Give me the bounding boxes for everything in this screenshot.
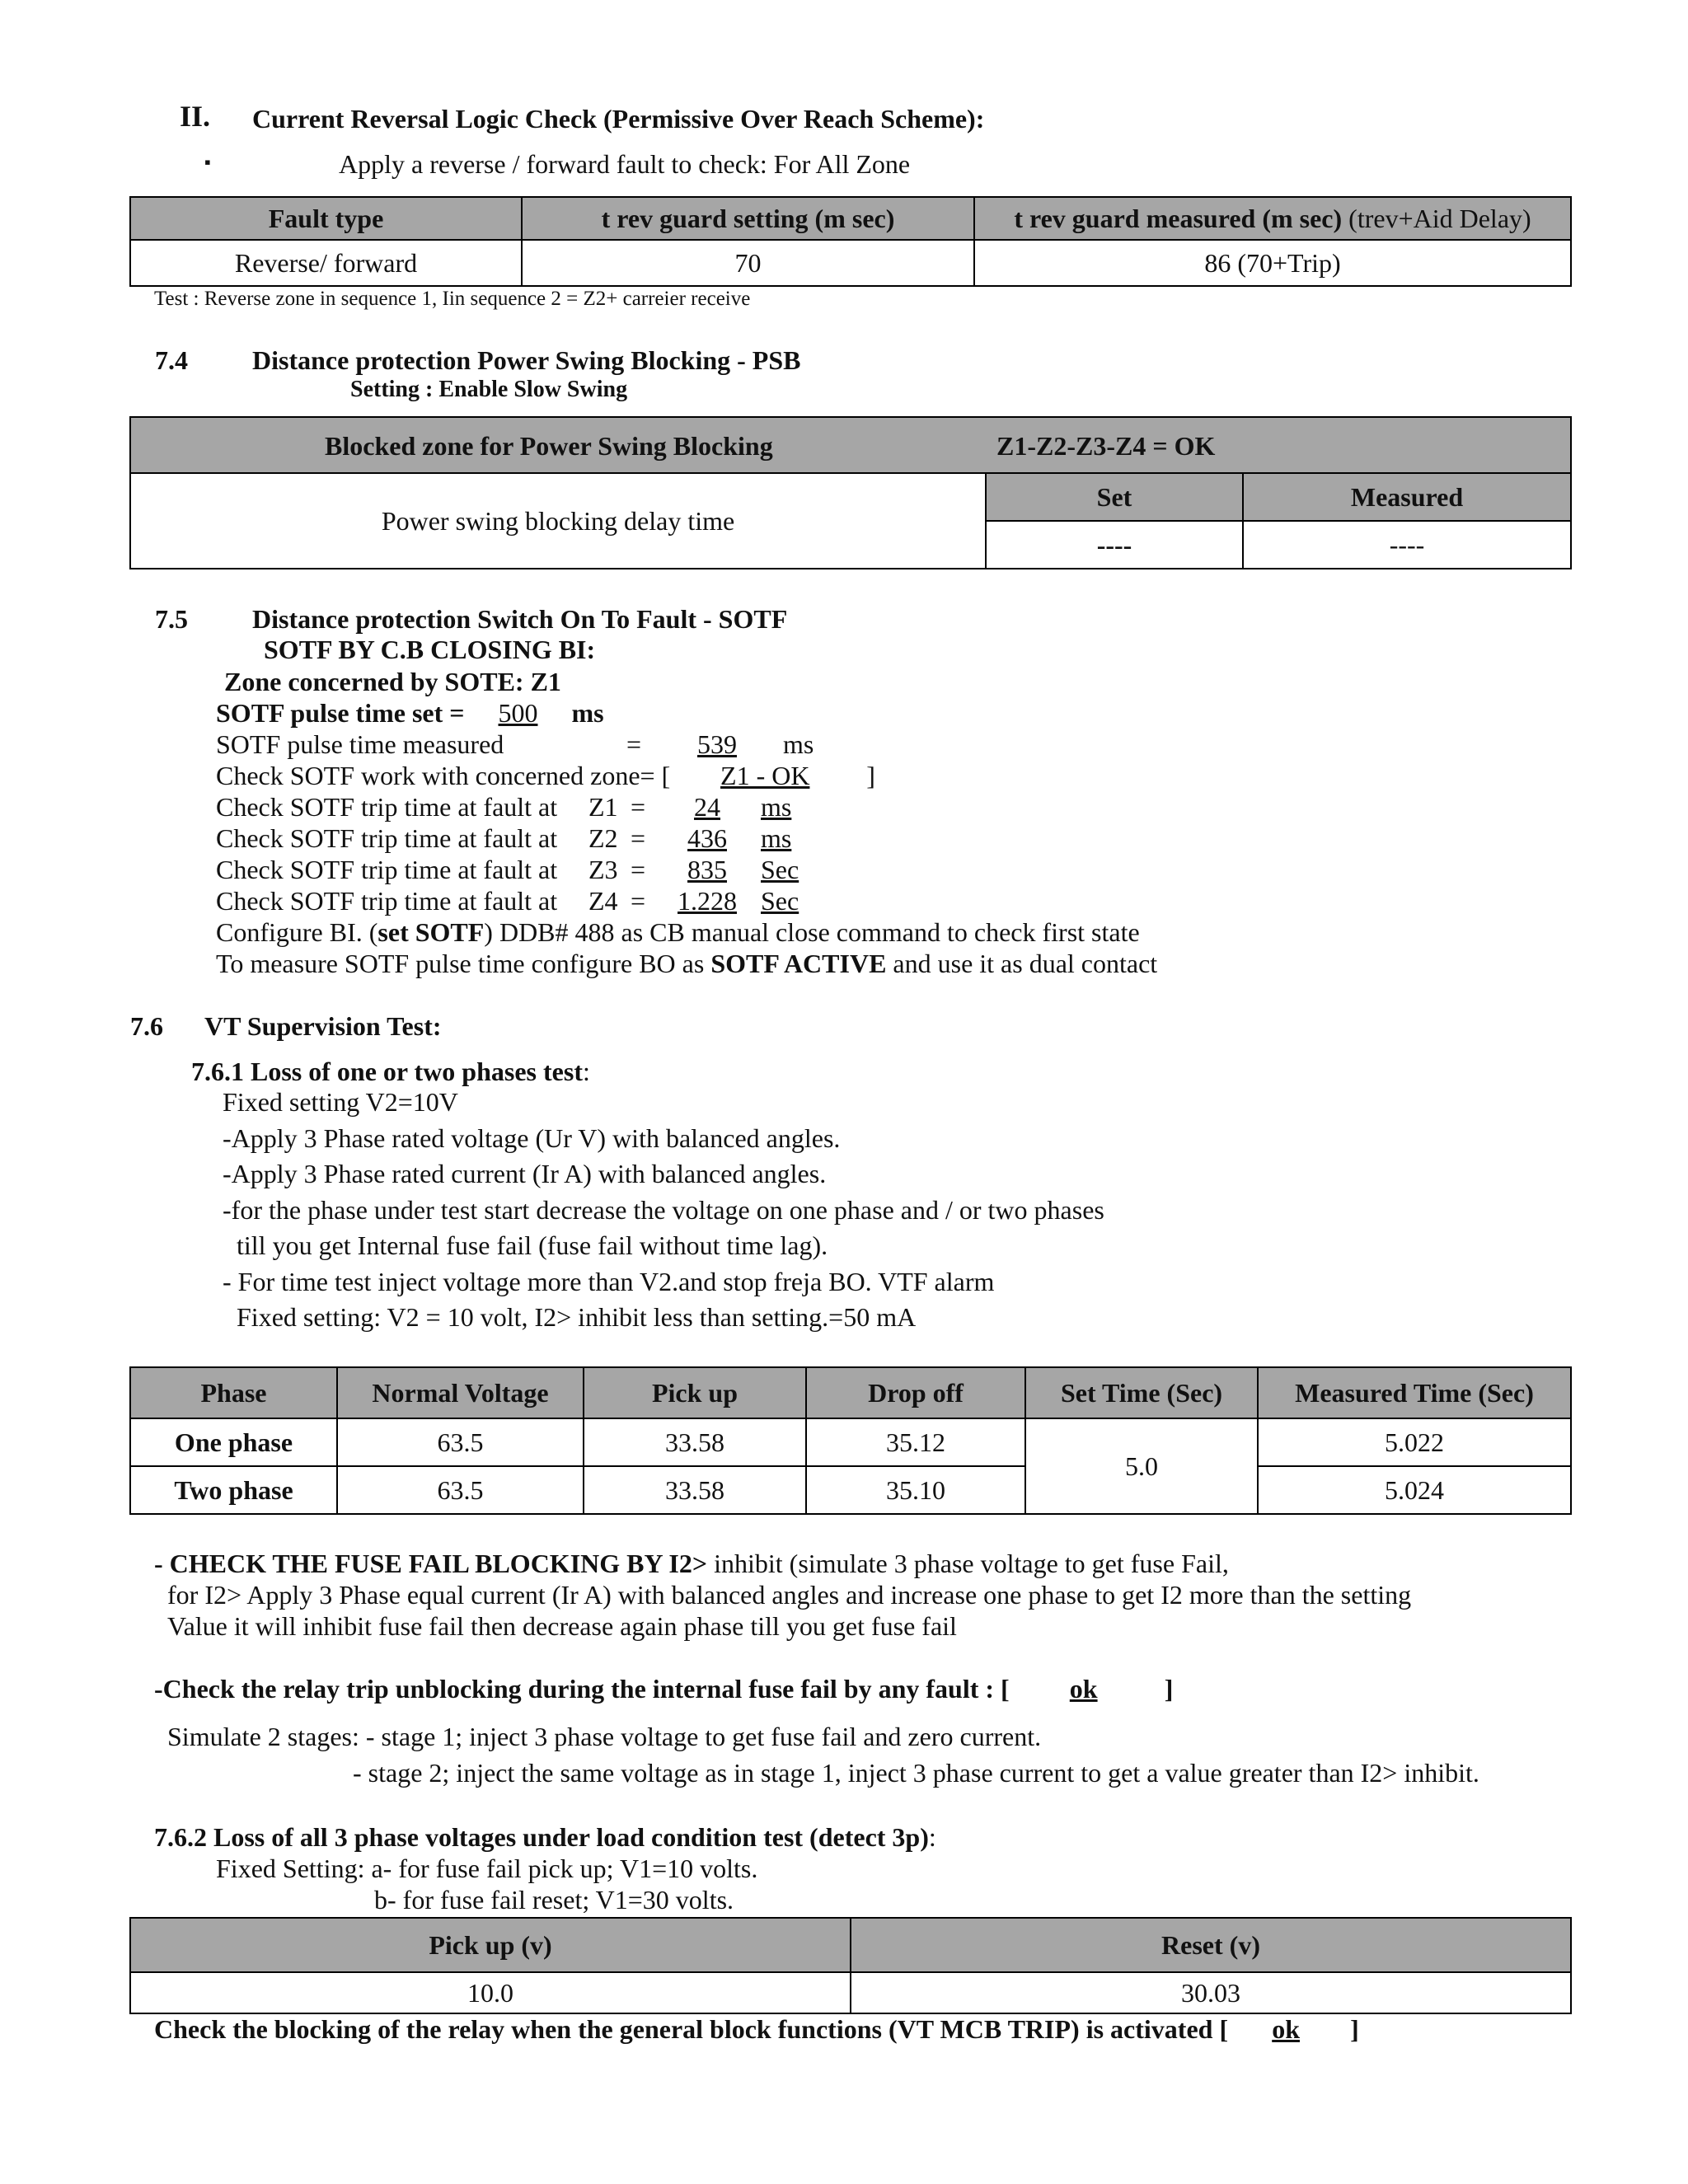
trip-time-value: 24 ms	[694, 792, 792, 822]
instruction-line: -Apply 3 Phase rated current (Ir A) with balanced angles.	[223, 1159, 827, 1188]
sotf-work-line: Check SOTF work with concerned zone= [ Z1 - OK ]	[216, 761, 875, 790]
pulse-measured-eq: =	[626, 729, 642, 759]
trip-time-label: Check SOTF trip time at fault at	[216, 855, 558, 884]
header-drop-off: Drop off	[806, 1367, 1025, 1418]
trip-time-eq: =	[631, 823, 646, 853]
cell-normal-voltage: 63.5	[337, 1418, 584, 1466]
vt-supervision-table	[129, 1366, 1572, 1515]
cell-guard-measured: 86 (70+Trip)	[974, 240, 1571, 286]
section-number: 7.6	[130, 1011, 163, 1041]
header-measured-time: Measured Time (Sec)	[1258, 1367, 1571, 1418]
trip-time-zone: Z3	[588, 855, 618, 884]
trip-time-zone: Z1	[588, 792, 618, 822]
sotf-subtitle: SOTF BY C.B CLOSING BI:	[264, 635, 596, 664]
configure-bi-line: Configure BI. (set SOTF) DDB# 488 as CB manual close command to check first state	[216, 917, 1140, 947]
fuse-fail-check-line: for I2> Apply 3 Phase equal current (Ir A) with balanced angles and increase one phase to get I2 more than the setting	[167, 1580, 1412, 1610]
instruction-line: - For time test inject voltage more than V2.and stop freja BO. VTF alarm	[223, 1267, 995, 1296]
cell-set-time: 5.0	[1025, 1418, 1258, 1514]
trip-time-value: 835 Sec	[687, 855, 799, 884]
section-number: II.	[180, 100, 211, 133]
cell-drop-off: 35.12	[806, 1418, 1025, 1466]
pulse-measured-label: SOTF pulse time measured	[216, 729, 504, 759]
setting-note: Setting : Enable Slow Swing	[350, 377, 628, 402]
subsection-762-title: 7.6.2 Loss of all 3 phase voltages under load condition test (detect 3p):	[154, 1822, 936, 1852]
pulse-set-line: SOTF pulse time set = 500 ms	[216, 698, 604, 728]
trip-time-eq: =	[631, 855, 646, 884]
instruction-line: -Apply 3 Phase rated voltage (Ur V) with balanced angles.	[223, 1123, 841, 1153]
section-number: 7.4	[155, 345, 188, 375]
simulate-line: - stage 2; inject the same voltage as in stage 1, inject 3 phase current to get a value greater than I2> inhibit.	[353, 1758, 1479, 1788]
cell-measured: ----	[1243, 521, 1571, 569]
zone-concerned: Zone concerned by SOTE: Z1	[224, 667, 561, 696]
header-set-time: Set Time (Sec)	[1025, 1367, 1258, 1418]
blocked-zone-value: Z1-Z2-Z3-Z4 = OK	[996, 431, 1216, 461]
section-number: 7.5	[155, 604, 188, 634]
trip-time-eq: =	[631, 792, 646, 822]
trip-time-label: Check SOTF trip time at fault at	[216, 886, 558, 916]
simulate-line: Simulate 2 stages: - stage 1; inject 3 phase voltage to get fuse fail and zero current.	[167, 1722, 1042, 1751]
subsection-761-title: 7.6.1 Loss of one or two phases test:	[191, 1057, 590, 1086]
general-block-check-line: Check the blocking of the relay when the general block functions (VT MCB TRIP) is activated [ ok ]	[154, 2014, 1359, 2044]
cell-phase: Two phase	[130, 1466, 337, 1514]
section-title: Current Reversal Logic Check (Permissive Over Reach Scheme):	[252, 104, 985, 134]
cell-measured-time: 5.024	[1258, 1466, 1571, 1514]
instruction-line: Fixed setting: V2 = 10 volt, I2> inhibit less than setting.=50 mA	[237, 1302, 917, 1332]
unblocking-value: ok	[1069, 1674, 1098, 1704]
section-title: Distance protection Power Swing Blocking - PSB	[252, 345, 801, 375]
cell-set: ----	[986, 521, 1243, 569]
fixed-setting-line: b- for fuse fail reset; V1=30 volts.	[374, 1885, 734, 1915]
header-pick-up: Pick up	[584, 1367, 806, 1418]
psb-delay-label: Power swing blocking delay time	[130, 473, 986, 569]
configure-bo-line: To measure SOTF pulse time configure BO as SOTF ACTIVE and use it as dual contact	[216, 949, 1158, 978]
bullet-icon: ▪	[204, 152, 211, 172]
reversal-table	[129, 196, 1572, 287]
fixed-setting-line: Fixed Setting: a- for fuse fail pick up; V1=10 volts.	[216, 1854, 758, 1883]
trip-time-zone: Z4	[588, 886, 618, 916]
blocked-zone-label: Blocked zone for Power Swing Blocking	[325, 431, 773, 461]
header-phase: Phase	[130, 1367, 337, 1418]
cell-reset-v: 30.03	[851, 1972, 1571, 2013]
header-fault-type: Fault type	[130, 197, 522, 240]
trip-time-zone: Z2	[588, 823, 618, 853]
header-guard-setting: t rev guard setting (m sec)	[522, 197, 974, 240]
trip-time-value: 436 ms	[687, 823, 792, 853]
cell-pick-up: 33.58	[584, 1418, 806, 1466]
cell-drop-off: 35.10	[806, 1466, 1025, 1514]
blocked-zone-row	[130, 417, 1571, 473]
pulse-set-value: 500	[498, 698, 538, 728]
pulse-measured-value: 539 ms	[697, 729, 814, 759]
cell-phase: One phase	[130, 1418, 337, 1466]
header-normal-voltage: Normal Voltage	[337, 1367, 584, 1418]
three-phase-loss-table	[129, 1917, 1572, 2014]
header-pick-up-v: Pick up (v)	[130, 1918, 851, 1972]
cell-guard-setting: 70	[522, 240, 974, 286]
trip-time-value: 1.228 Sec	[678, 886, 799, 916]
header-guard-measured: t rev guard measured (m sec) (trev+Aid Delay)	[974, 197, 1571, 240]
trip-time-eq: =	[631, 886, 646, 916]
general-block-value: ok	[1272, 2014, 1300, 2044]
section-title: VT Supervision Test:	[204, 1011, 442, 1041]
trip-time-label: Check SOTF trip time at fault at	[216, 792, 558, 822]
cell-normal-voltage: 63.5	[337, 1466, 584, 1514]
cell-pick-up-v: 10.0	[130, 1972, 851, 2013]
cell-pick-up: 33.58	[584, 1466, 806, 1514]
instruction-line: till you get Internal fuse fail (fuse fail without time lag).	[237, 1230, 828, 1260]
section-title: Distance protection Switch On To Fault - SOTF	[252, 604, 788, 634]
bullet-text: Apply a reverse / forward fault to check: For All Zone	[339, 149, 911, 179]
fuse-fail-check-line: - CHECK THE FUSE FAIL BLOCKING BY I2> inhibit (simulate 3 phase voltage to get fuse Fail,	[154, 1549, 1229, 1578]
header-measured: Measured	[1243, 473, 1571, 521]
instruction-line: -for the phase under test start decrease the voltage on one phase and / or two phases	[223, 1195, 1104, 1225]
unblocking-check-line: -Check the relay trip unblocking during the internal fuse fail by any fault : [ ok ]	[154, 1674, 1174, 1704]
fuse-fail-check-line: Value it will inhibit fuse fail then decrease again phase till you get fuse fail	[167, 1611, 957, 1641]
header-set: Set	[986, 473, 1243, 521]
psb-table	[129, 416, 1572, 569]
cell-measured-time: 5.022	[1258, 1418, 1571, 1466]
sotf-work-value: Z1 - OK	[720, 761, 810, 790]
cell-fault-type: Reverse/ forward	[130, 240, 522, 286]
test-note: Test : Reverse zone in sequence 1, Iin sequence 2 = Z2+ carreier receive	[154, 288, 751, 310]
trip-time-label: Check SOTF trip time at fault at	[216, 823, 558, 853]
header-reset-v: Reset (v)	[851, 1918, 1571, 1972]
instruction-line: Fixed setting V2=10V	[223, 1087, 458, 1117]
